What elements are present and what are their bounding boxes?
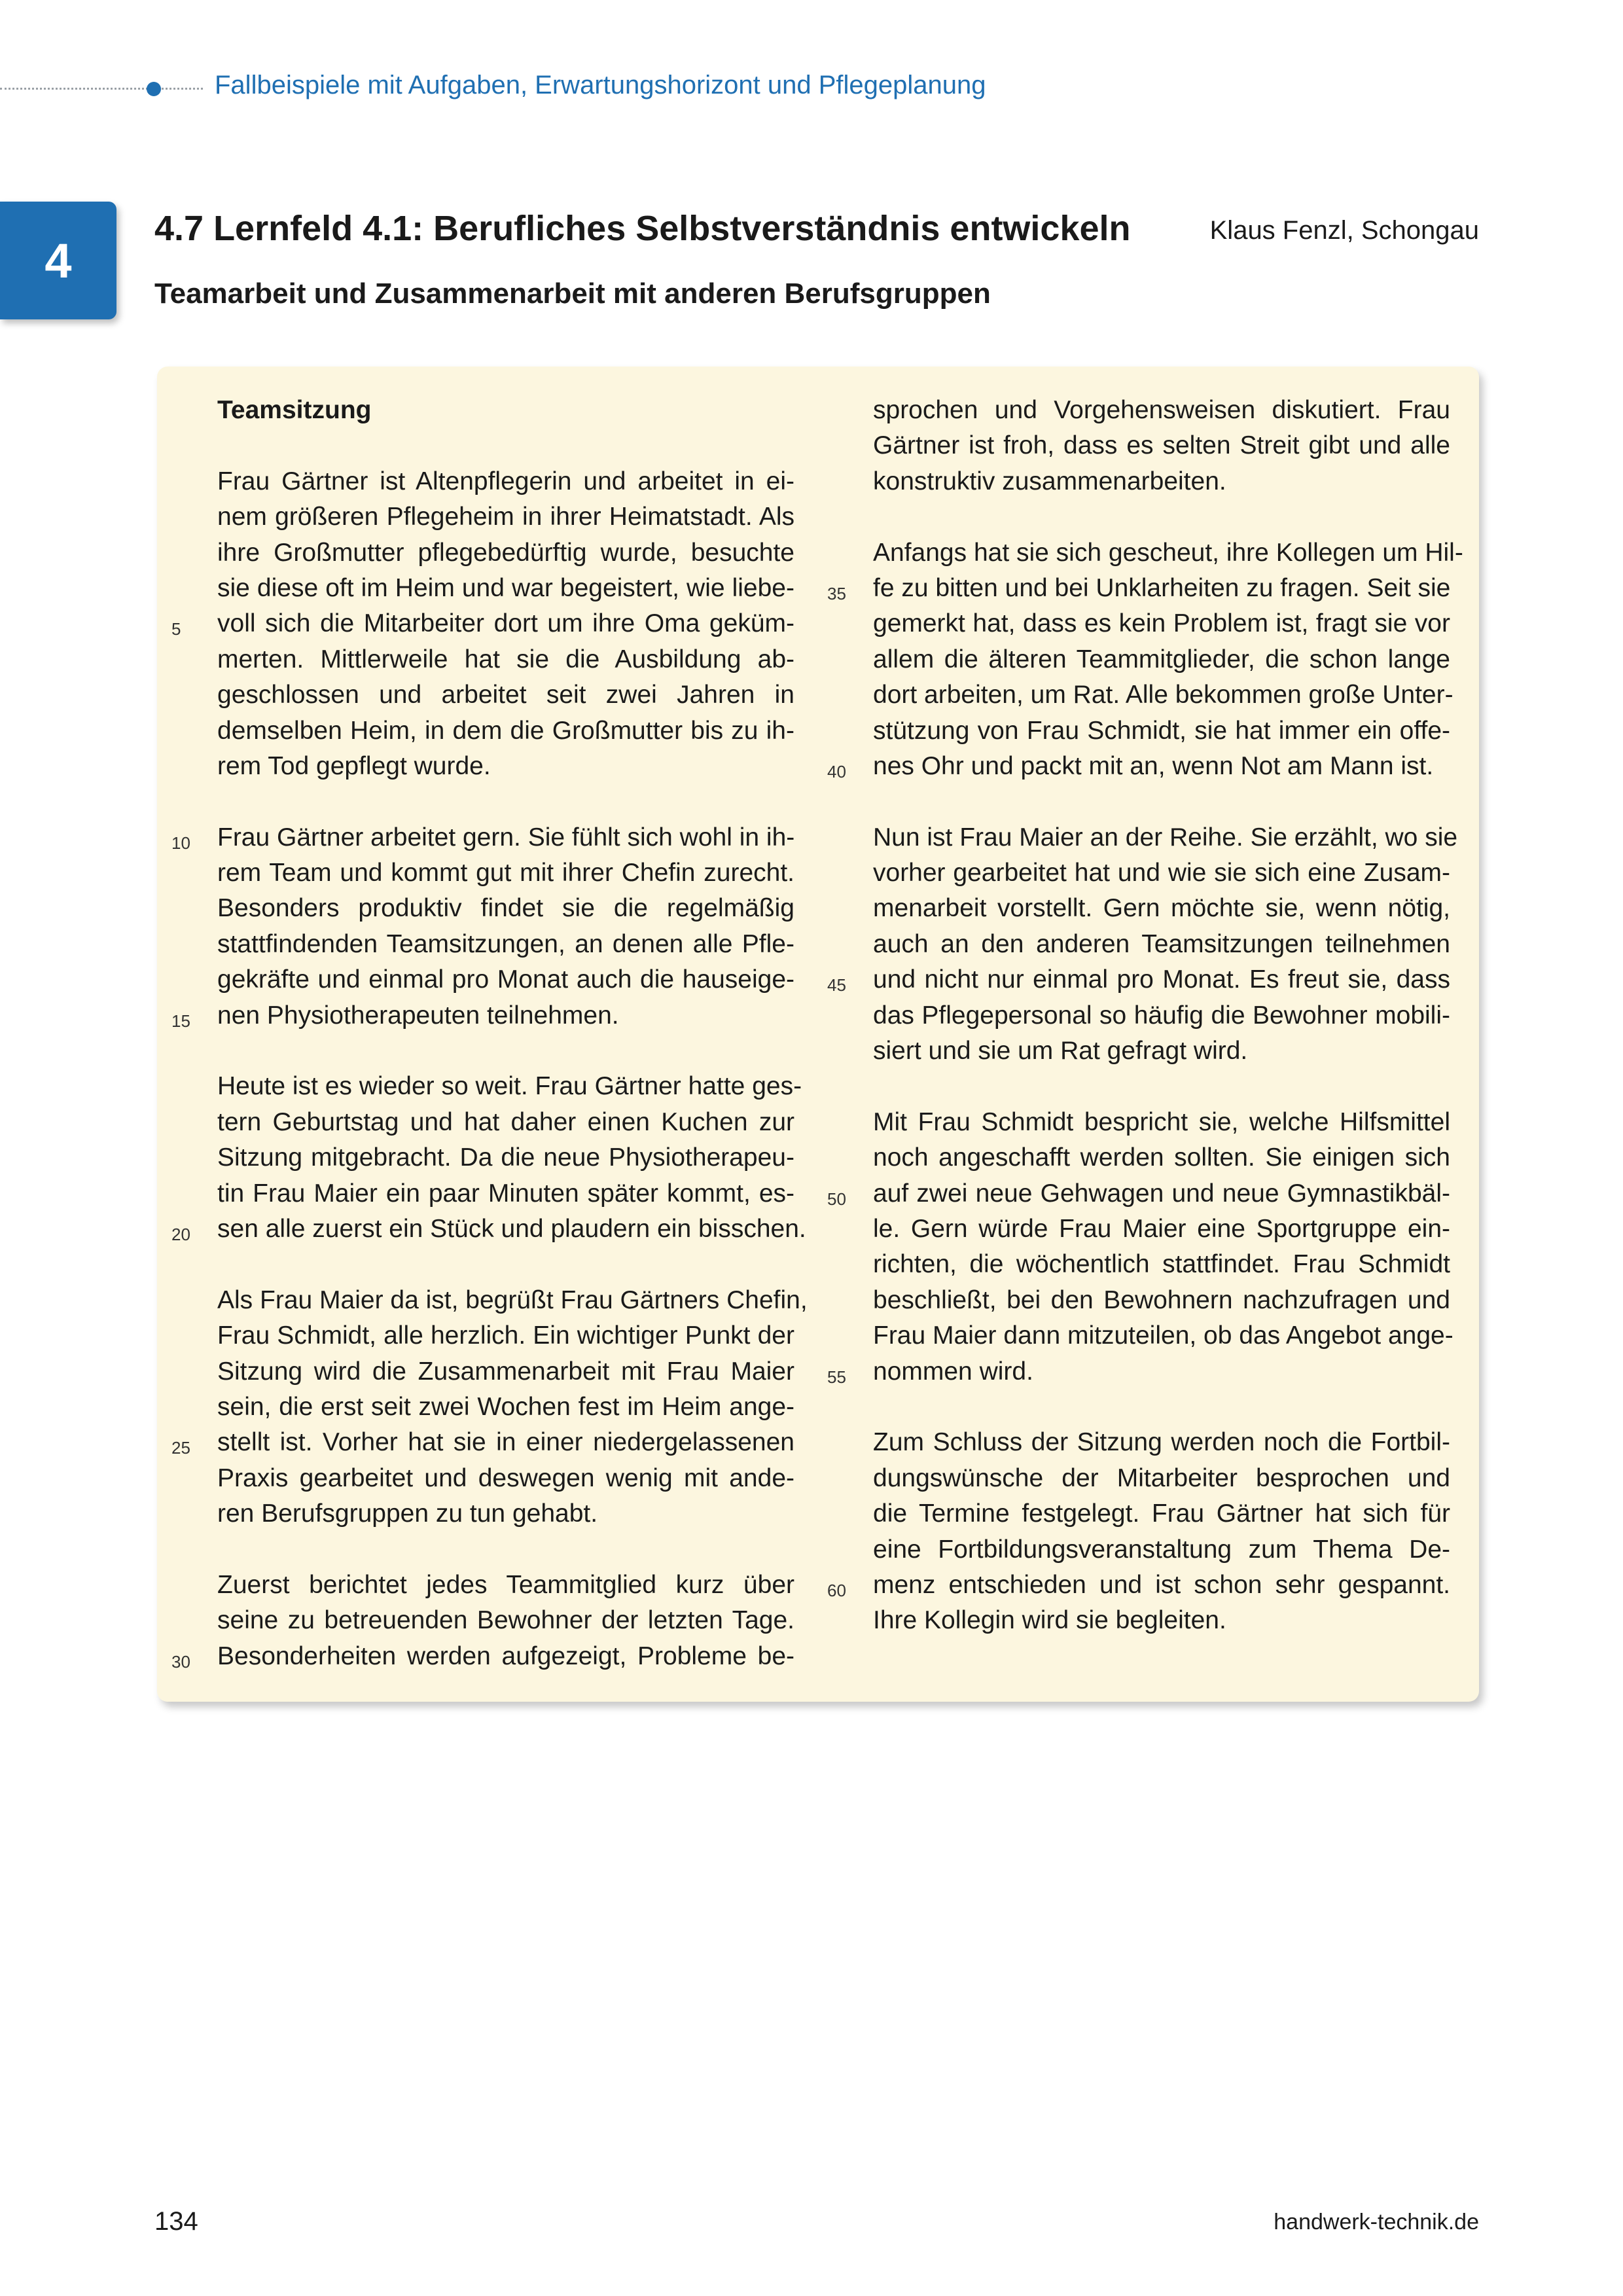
text-line: siert und sie um Rat gefragt wird. [873, 1037, 1248, 1066]
text-line: Anfangs hat sie sich gescheut, ihre Kollegen um Hil- [873, 538, 1463, 567]
paragraph-gap [217, 1532, 794, 1568]
text-line: nem größeren Pflegeheim in ihrer Heimatstadt. Als [217, 503, 794, 531]
text-line: Zuerst berichtet jedes Teammitglied kurz über [217, 1570, 794, 1599]
left-column-lines [171, 428, 808, 1674]
text-line: tern Geburtstag und hat daher einen Kuchen zur [217, 1107, 794, 1136]
line-number: 60 [827, 1580, 846, 1600]
text-line: menz entschieden und ist schon sehr gespannt. [873, 1570, 1450, 1599]
text-line: demselben Heim, in dem die Großmutter bis zu ih- [217, 716, 794, 745]
paragraph-gap [217, 1033, 794, 1069]
right-column-lines [827, 393, 1463, 1639]
text-line: sen alle zuerst ein Stück und plaudern ein bisschen. [217, 1214, 806, 1243]
text-line: richten, die wöchentlich stattfindet. Frau Schmidt [873, 1250, 1450, 1279]
header-rule [0, 88, 203, 90]
text-line: rem Tod gepflegt wurde. [217, 751, 491, 780]
text-line: auch an den anderen Teamsitzungen teilnehmen [873, 929, 1450, 958]
text-line: und nicht nur einmal pro Monat. Es freut sie, dass [873, 965, 1450, 994]
text-line: gemerkt hat, dass es kein Problem ist, fragt sie vor [873, 609, 1450, 638]
line-number: 5 [171, 619, 181, 639]
line-number: 15 [171, 1011, 190, 1031]
text-line: vorher gearbeitet hat und wie sie sich eine Zusam- [873, 859, 1450, 888]
author: Klaus Fenzl, Schongau [1209, 216, 1479, 245]
paragraph-gap [873, 1069, 1450, 1104]
text-line: beschließt, bei den Bewohnern nachzufragen und [873, 1285, 1450, 1314]
text-line: Als Frau Maier da ist, begrüßt Frau Gärtners Chefin, [217, 1285, 808, 1314]
text-line: Sitzung mitgebracht. Da die neue Physiotherapeu- [217, 1143, 794, 1172]
line-number: 55 [827, 1367, 846, 1387]
text-line: nen Physiotherapeuten teilnehmen. [217, 1001, 619, 1030]
text-line: merten. Mittlerweile hat sie die Ausbildung ab- [217, 645, 794, 673]
text-line: Frau Gärtner arbeitet gern. Sie fühlt sich wohl in ih- [217, 823, 795, 852]
running-header: Fallbeispiele mit Aufgaben, Erwartungshorizont und Pflegeplanung [215, 71, 986, 99]
right-column [827, 393, 1463, 1639]
text-line: Frau Gärtner ist Altenpflegerin und arbeitet in ei- [217, 467, 794, 495]
text-line: das Pflegepersonal so häufig die Bewohner mobili- [873, 1001, 1450, 1030]
text-line: Sitzung wird die Zusammenarbeit mit Frau Maier [217, 1357, 794, 1386]
text-line: tin Frau Maier ein paar Minuten später kommt, es- [217, 1179, 794, 1208]
paragraph-gap [217, 1247, 794, 1282]
paragraph-gap [873, 784, 1450, 819]
section-title: 4.7 Lernfeld 4.1: Berufliches Selbstverständnis entwickeln [154, 209, 1131, 248]
text-line: le. Gern würde Frau Maier eine Sportgruppe ein- [873, 1214, 1450, 1243]
text-line: seine zu betreuenden Bewohner der letzten Tage. [217, 1606, 794, 1635]
text-line: rem Team und kommt gut mit ihrer Chefin zurecht. [217, 859, 794, 888]
text-line: Ihre Kollegin wird sie begleiten. [873, 1606, 1226, 1635]
text-line: geschlossen und arbeitet seit zwei Jahren in [217, 681, 794, 709]
text-line: konstruktiv zusammenarbeiten. [873, 467, 1226, 495]
paragraph-gap [873, 499, 1450, 535]
line-number: 40 [827, 761, 846, 781]
line-number: 35 [827, 583, 846, 603]
page-number: 134 [154, 2207, 198, 2236]
section-subtitle: Teamarbeit und Zusammenarbeit mit anderen Berufsgruppen [154, 278, 991, 310]
line-number: 10 [171, 833, 190, 853]
text-line: eine Fortbildungsveranstaltung zum Thema De- [873, 1535, 1450, 1564]
text-line: auf zwei neue Gehwagen und neue Gymnastikbäl- [873, 1179, 1450, 1208]
paragraph-gap [217, 784, 794, 819]
text-line: Heute ist es wieder so weit. Frau Gärtner hatte ges- [217, 1072, 802, 1101]
chapter-number: 4 [45, 233, 72, 288]
text-line: die Termine festgelegt. Frau Gärtner hat sich für [873, 1499, 1450, 1528]
line-number: 30 [171, 1651, 190, 1672]
text-line: menarbeit vorstellt. Gern möchte sie, wenn nötig, [873, 894, 1450, 923]
text-line: voll sich die Mitarbeiter dort um ihre Oma geküm- [217, 609, 794, 638]
left-column [171, 393, 808, 1674]
text-line: stützung von Frau Schmidt, sie hat immer ein offe- [873, 716, 1450, 745]
text-line: dort arbeiten, um Rat. Alle bekommen große Unter- [873, 681, 1454, 709]
footer-website: handwerk-technik.de [1274, 2210, 1479, 2234]
case-study-box [157, 367, 1479, 1702]
text-line: stattfindenden Teamsitzungen, an denen alle Pfle- [217, 929, 794, 958]
text-line: Nun ist Frau Maier an der Reihe. Sie erzählt, wo sie [873, 823, 1458, 852]
text-line: gekräfte und einmal pro Monat auch die hauseige- [217, 965, 794, 994]
text-line: stellt ist. Vorher hat sie in einer niedergelassenen [217, 1428, 794, 1457]
text-line: nommen wird. [873, 1357, 1033, 1386]
text-line: Besonders produktiv findet sie die regelmäßig [217, 894, 794, 923]
text-line: nes Ohr und packt mit an, wenn Not am Mann ist. [873, 751, 1434, 780]
text-line: ihre Großmutter pflegebedürftig wurde, besuchte [217, 538, 794, 567]
text-line: allem die älteren Teammitglieder, die schon lange [873, 645, 1450, 673]
chapter-tab [0, 202, 116, 319]
paragraph-gap [217, 428, 794, 463]
text-line: Besonderheiten werden aufgezeigt, Probleme be- [217, 1641, 794, 1670]
line-number: 20 [171, 1224, 190, 1244]
text-line: sprochen und Vorgehensweisen diskutiert. Frau [873, 396, 1450, 424]
text-line: Zum Schluss der Sitzung werden noch die Fortbil- [873, 1428, 1450, 1457]
text-line: Frau Schmidt, alle herzlich. Ein wichtiger Punkt der [217, 1321, 794, 1350]
box-heading: Teamsitzung [217, 396, 372, 424]
header-dot-icon [147, 82, 161, 96]
text-line: ren Berufsgruppen zu tun gehabt. [217, 1499, 598, 1528]
text-line: noch angeschafft werden sollten. Sie einigen sich [873, 1143, 1450, 1172]
text-line: sein, die erst seit zwei Wochen fest im Heim ange- [217, 1392, 794, 1421]
text-line: Mit Frau Schmidt bespricht sie, welche Hilfsmittel [873, 1107, 1450, 1136]
text-line: dungswünsche der Mitarbeiter besprochen und [873, 1463, 1450, 1492]
line-number: 50 [827, 1189, 846, 1209]
text-line: sie diese oft im Heim und war begeistert, wie liebe- [217, 573, 794, 602]
text-line: fe zu bitten und bei Unklarheiten zu fragen. Seit sie [873, 573, 1451, 602]
text-line: Frau Maier dann mitzuteilen, ob das Angebot ange- [873, 1321, 1454, 1350]
line-number: 45 [827, 975, 846, 996]
paragraph-gap [873, 1390, 1450, 1425]
text-line: Gärtner ist froh, dass es selten Streit gibt und alle [873, 431, 1450, 460]
line-number: 25 [171, 1438, 190, 1458]
text-line: Praxis gearbeitet und deswegen wenig mit ande- [217, 1463, 794, 1492]
